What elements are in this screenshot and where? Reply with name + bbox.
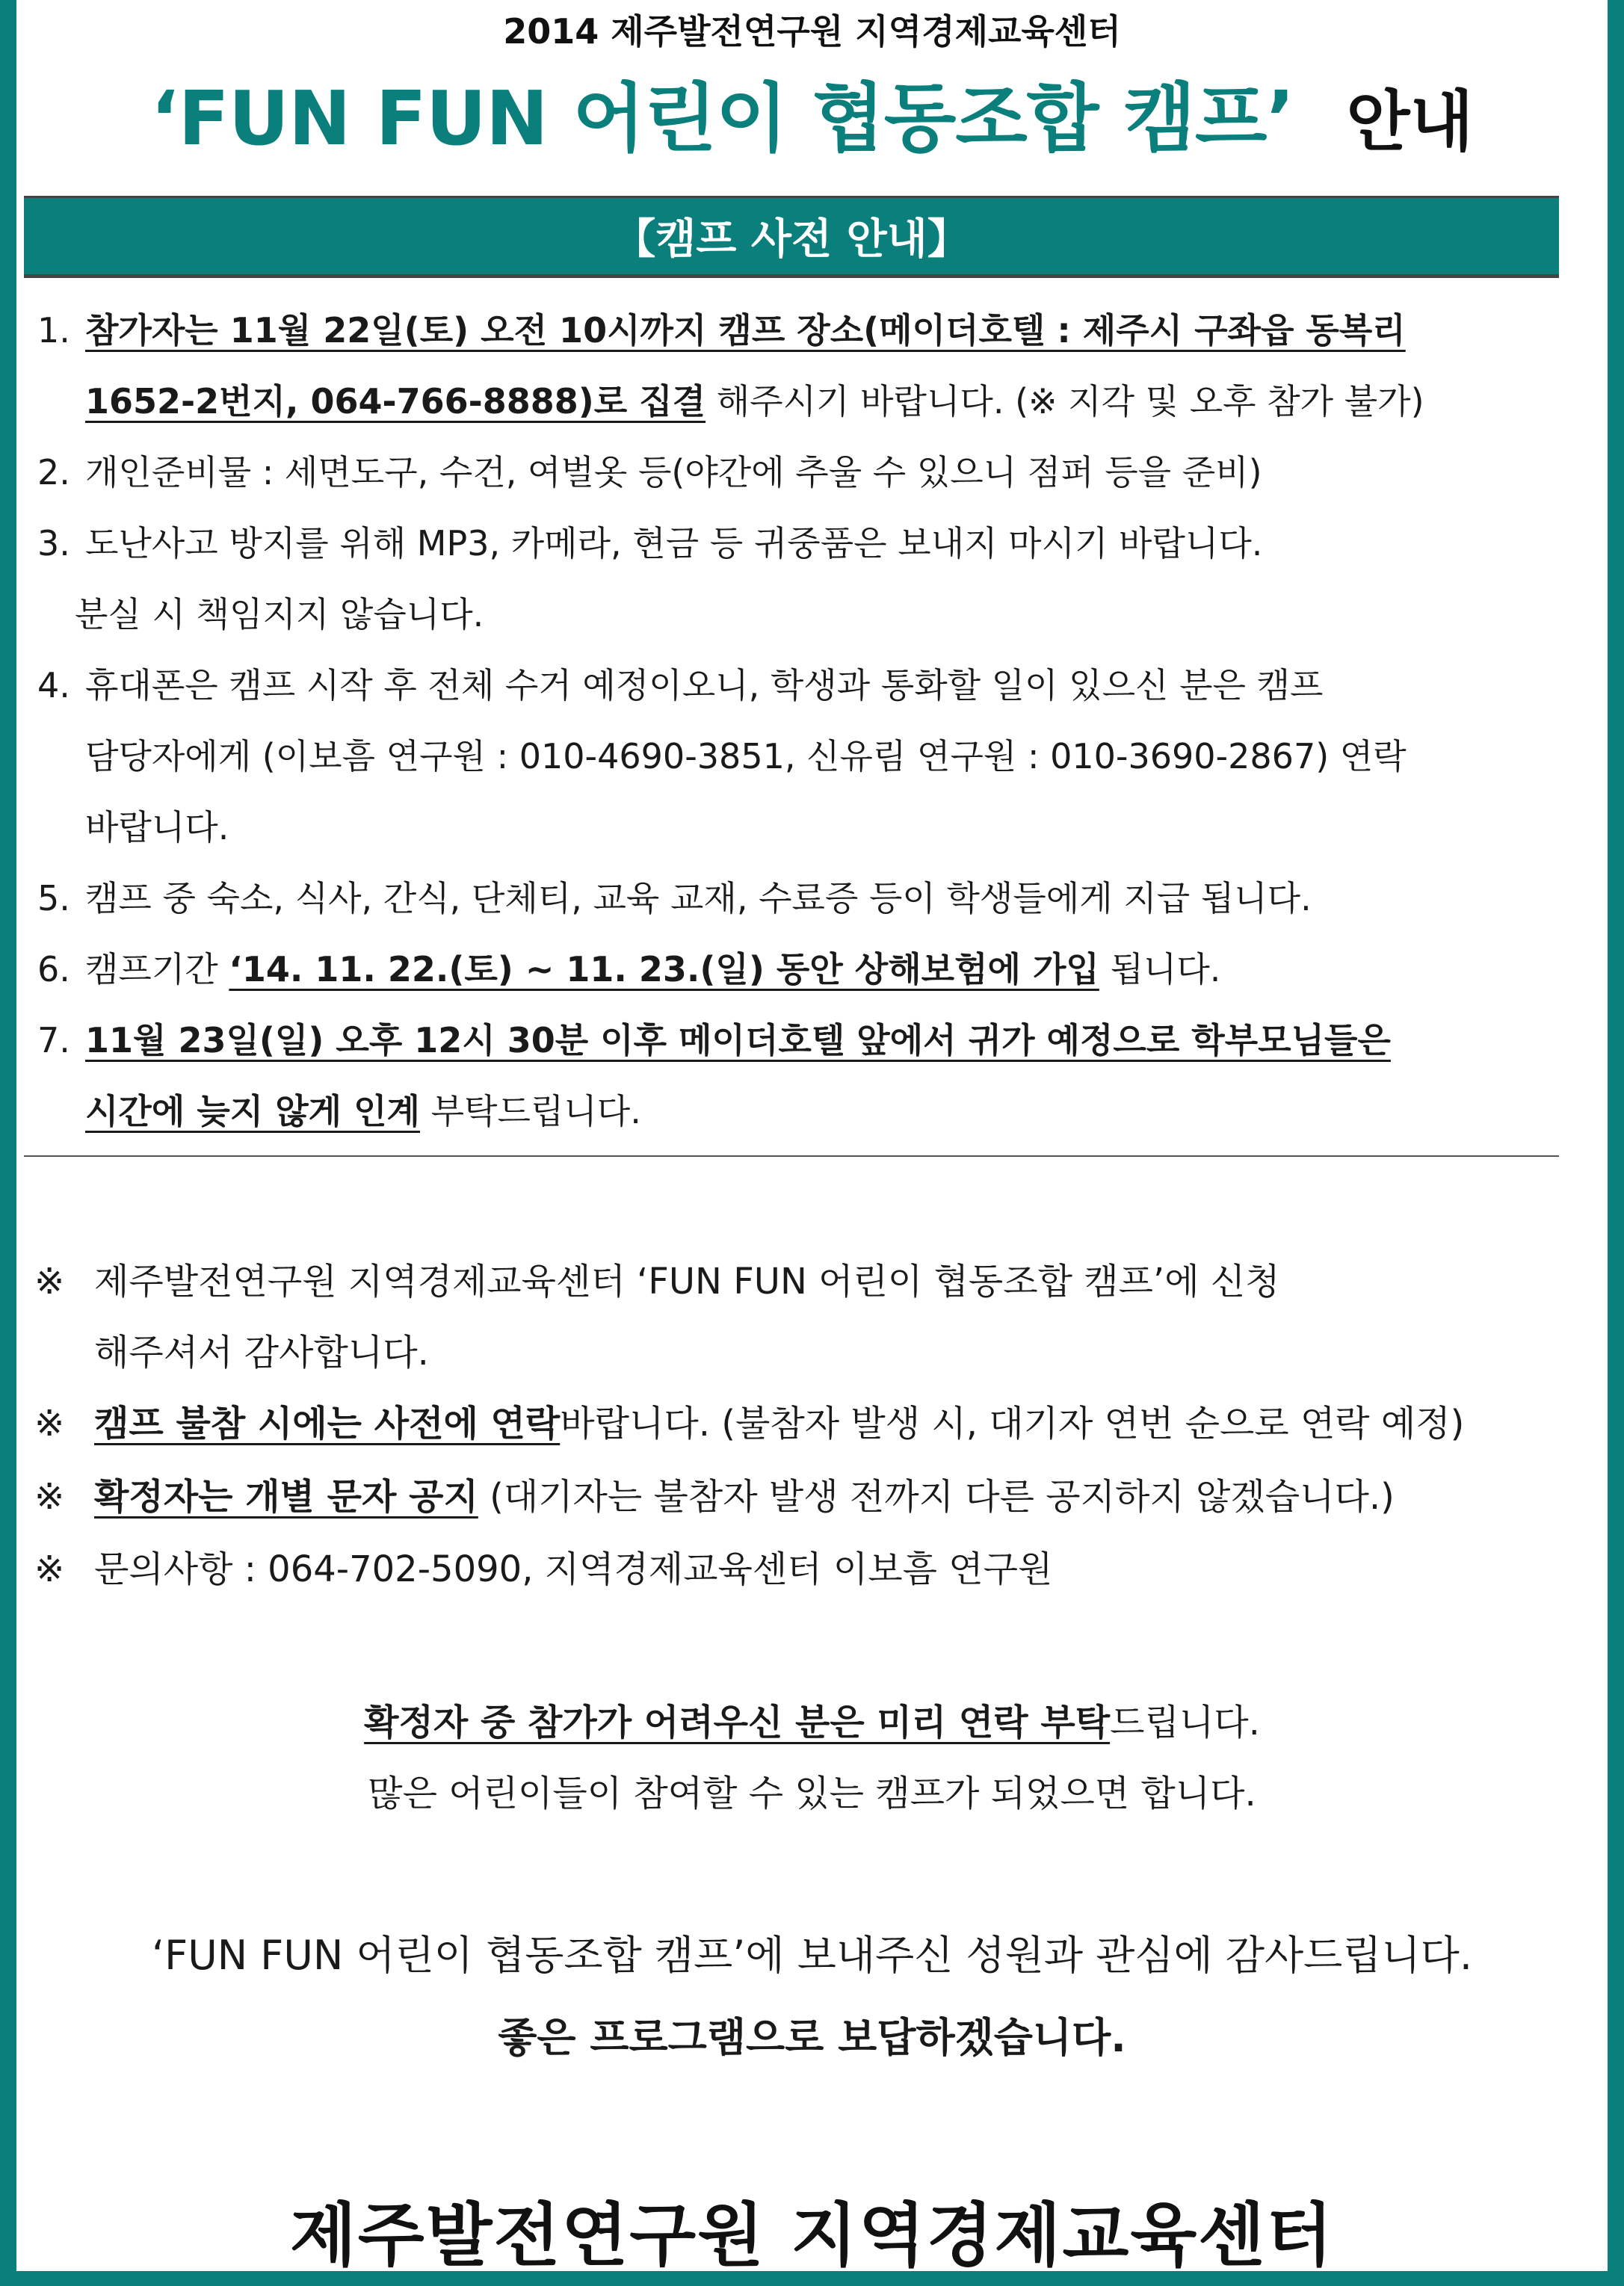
item-text: 캠프기간 (85, 949, 229, 989)
item-text: 됩니다. (1099, 949, 1221, 989)
closing-text: 드립니다. (1110, 1702, 1260, 1743)
list-item (37, 863, 1562, 934)
note-text: (대기자는 불참자 발생 전까지 다른 공지하지 않겠습니다.) (478, 1476, 1395, 1518)
note-item (34, 1247, 1574, 1388)
closing-text: 많은 어린이들이 참여할 수 있는 캠프가 되었으면 합니다. (368, 1773, 1256, 1814)
section-header-bar (24, 196, 1559, 278)
item-text-bold: 참가자는 11월 22일(토) 오전 10시까지 캠프 장소(메이더호텔 : 제주시 구좌읍 동복리 (85, 310, 1406, 350)
note-text-bold: 캠프 불참 시에는 사전에 연락 (94, 1403, 561, 1445)
item-text: 바랍니다. (85, 807, 229, 847)
list-item (37, 508, 1562, 650)
note-text: 제주발전연구원 지역경제교육센터 ‘FUN FUN 어린이 협동조합 캠프’에 신청 (94, 1261, 1280, 1303)
notes-section (34, 1247, 1574, 1605)
title-main: ‘FUN FUN 어린이 협동조합 캠프’ (150, 75, 1294, 162)
note-text: 문의사항 : 064-702-5090, 지역경제교육센터 이보흠 연구원 (94, 1548, 1053, 1590)
item-number: 1. (37, 310, 70, 350)
item-text-bold: ‘14. 11. 22.(토) ~ 11. 23.(일) 동안 상해보험에 가입 (229, 949, 1099, 989)
item-number: 3. (37, 523, 70, 563)
note-text: 해주셔서 감사합니다. (94, 1332, 429, 1374)
thanks-text: ‘FUN FUN 어린이 협동조합 캠프’에 보내주신 성원과 관심에 감사드립니다. (151, 1932, 1473, 1979)
list-item (37, 295, 1562, 437)
item-number: 6. (37, 949, 70, 989)
item-text-bold: 시간에 늦지 않게 인계 (85, 1091, 420, 1131)
list-item (37, 934, 1562, 1005)
item-text: 휴대폰은 캠프 시작 후 전체 수거 예정이오니, 학생과 통화할 일이 있으신 분은 캠프 (85, 665, 1324, 705)
list-item (37, 437, 1562, 508)
note-item (34, 1534, 1574, 1605)
item-text: 개인준비물 : 세면도구, 수건, 여벌옷 등(야간에 추울 수 있으니 점퍼 등을 준비) (85, 452, 1262, 492)
reference-mark-icon: ※ (34, 1548, 65, 1590)
item-text: 도난사고 방지를 위해 MP3, 카메라, 현금 등 귀중품은 보내지 마시기 바랍니다. (85, 523, 1263, 563)
item-text: 부탁드립니다. (419, 1091, 641, 1131)
item-number: 4. (37, 665, 70, 705)
document-subtitle: 2014 제주발전연구원 지역경제교육센터 (503, 11, 1121, 52)
note-text-bold: 확정자는 개별 문자 공지 (94, 1476, 478, 1518)
footer-organization: 제주발전연구원 지역경제교육센터 (289, 2196, 1335, 2276)
closing-thanks (0, 1915, 1624, 2079)
notice-list (37, 295, 1562, 1147)
item-text-bold: 1652-2번지, 064-766-8888)로 집결 (85, 381, 706, 421)
divider (24, 1155, 1559, 1157)
note-text: 바랍니다. (불참자 발생 시, 대기자 연번 순으로 연락 예정) (560, 1403, 1465, 1445)
item-text: 분실 시 책임지지 않습니다. (75, 594, 484, 634)
item-text: 해주시기 바랍니다. (※ 지각 및 오후 참가 불가) (706, 381, 1424, 421)
item-text-bold: 11월 23일(일) 오후 12시 30분 이후 메이더호텔 앞에서 귀가 예정으로 학부모님들은 (85, 1020, 1391, 1060)
item-text: 캠프 중 숙소, 식사, 간식, 단체티, 교육 교재, 수료증 등이 학생들에게 지급 됩니다. (85, 878, 1312, 918)
note-item (34, 1459, 1574, 1534)
reference-mark-icon: ※ (34, 1476, 65, 1518)
thanks-text-bold: 좋은 프로그램으로 보답하겠습니다. (498, 2014, 1126, 2061)
note-item (34, 1388, 1574, 1459)
item-text: 담당자에게 (이보흠 연구원 : 010-4690-3851, 신유림 연구원 : 010-3690-2867) 연락 (85, 736, 1407, 776)
reference-mark-icon: ※ (34, 1261, 65, 1303)
item-number: 5. (37, 878, 70, 918)
item-number: 7. (37, 1020, 70, 1060)
closing-text-bold: 확정자 중 참가가 어려우신 분은 미리 연락 부탁 (364, 1702, 1111, 1743)
title-suffix: 안내 (1346, 83, 1474, 160)
list-item (37, 1005, 1562, 1147)
reference-mark-icon: ※ (34, 1403, 65, 1445)
item-number: 2. (37, 452, 70, 492)
document-title (0, 58, 1624, 166)
closing-request (0, 1687, 1624, 1829)
section-title: 【캠프 사전 안내】 (614, 215, 969, 264)
list-item (37, 650, 1562, 863)
